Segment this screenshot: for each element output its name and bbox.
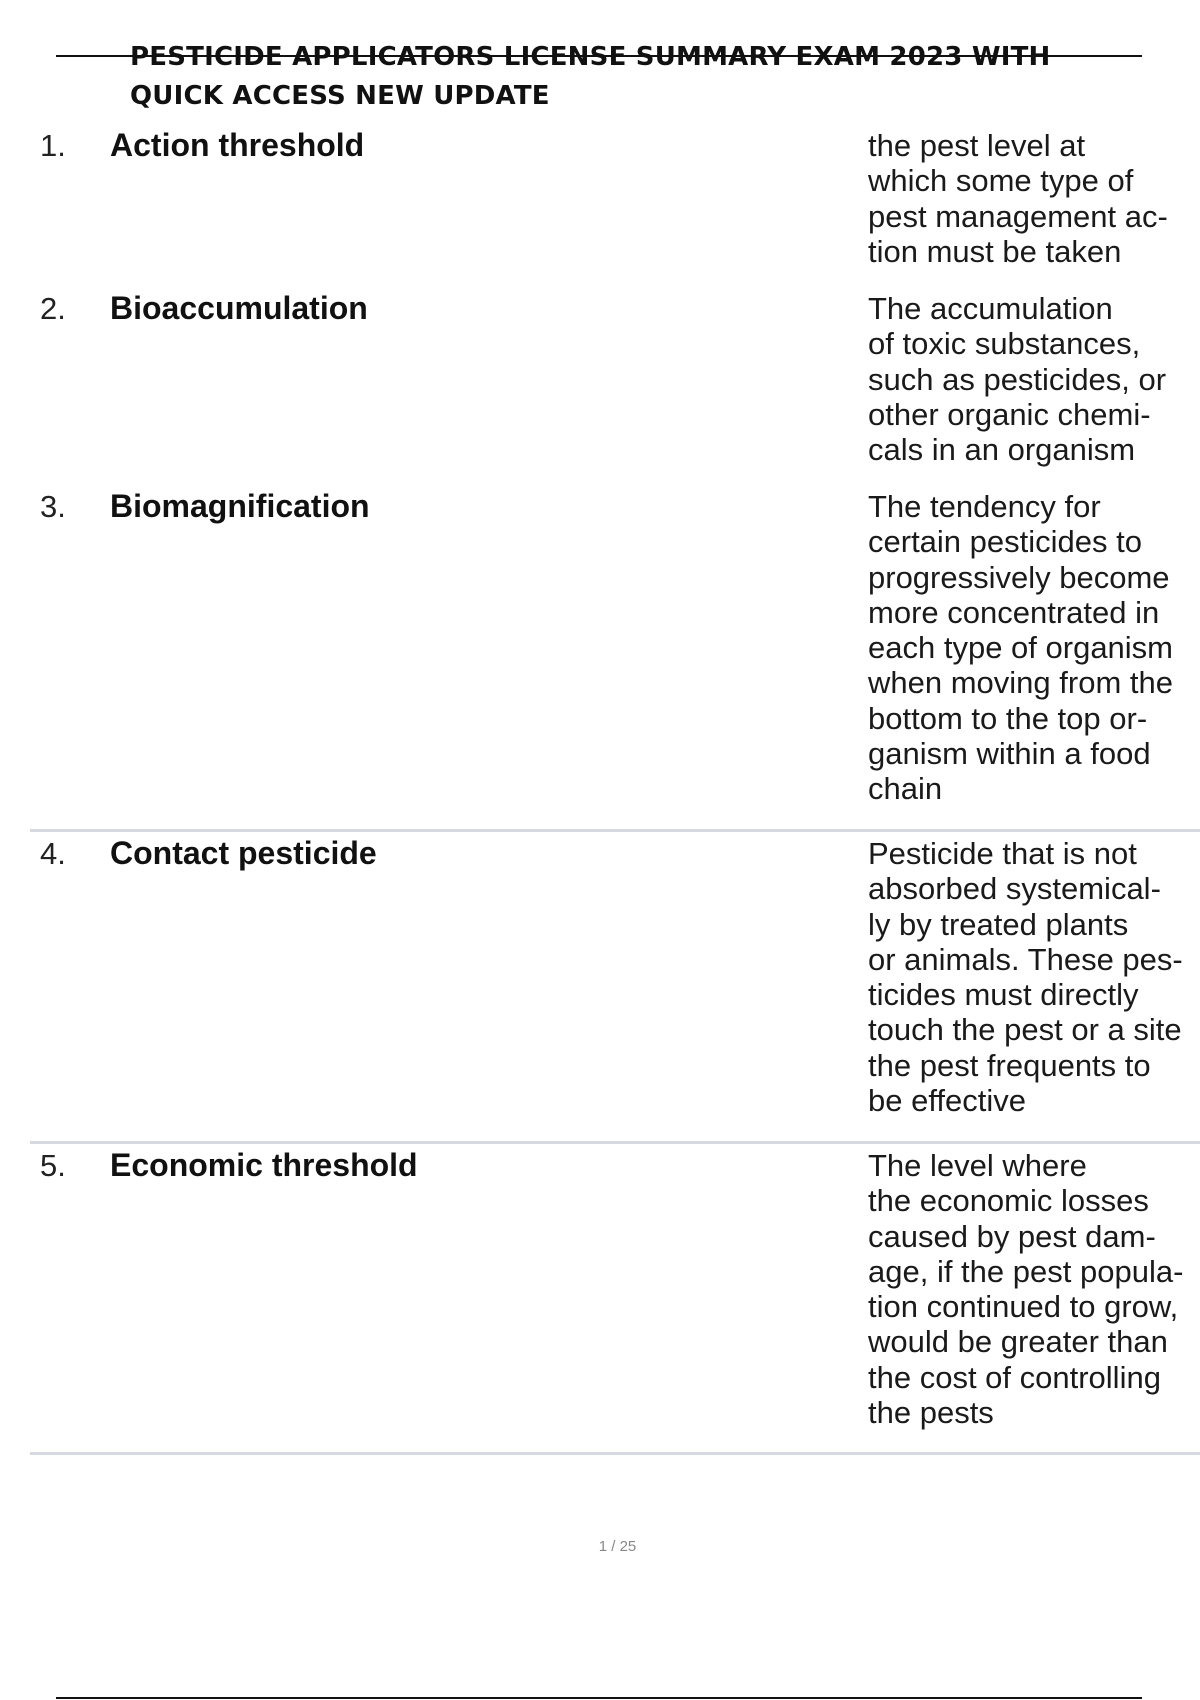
entry-term: Biomagnification: [110, 488, 370, 524]
row-separator: [30, 1452, 1200, 1455]
entry-term: Bioaccumulation: [110, 290, 368, 326]
row-separator: [30, 829, 1200, 832]
entry-number: 5.: [40, 1148, 66, 1183]
entry-number: 4.: [40, 836, 66, 871]
document-title: [130, 38, 1130, 116]
entry-definition: The accumulation of toxic substances, such as pesticides, or other organic chemi- cals in an organism: [868, 291, 1167, 468]
entry-definition: The level where the economic losses caused by pest dam- age, if the pest popula- tion continued to grow, would be greater than the cost of controlling the pests: [868, 1148, 1184, 1431]
entry-definition: The tendency for certain pesticides to progressively become more concentrated in each type of organism when moving from the bottom to the top or- ganism within a food chain: [868, 489, 1174, 807]
entry-term: Economic threshold: [110, 1147, 418, 1183]
entry-term: Contact pesticide: [110, 835, 377, 871]
page-indicator: 1 / 25: [598, 1538, 637, 1555]
document-title-line-1: PESTICIDE APPLICATORS LICENSE SUMMARY EXAM 2023 WITH: [130, 42, 1051, 72]
entry-definition: Pesticide that is not absorbed systemical- ly by treated plants or animals. These pes- ticides must directly touch the pest or a site the pest frequents to be effective: [868, 836, 1183, 1119]
entry-number: 3.: [40, 489, 66, 524]
entry-number: 2.: [40, 291, 66, 326]
bottom-rule: [56, 1697, 1142, 1699]
document-title-line-2: QUICK ACCESS NEW UPDATE: [130, 81, 550, 111]
entry-number: 1.: [40, 128, 66, 163]
entry-definition: the pest level at which some type of pest management ac- tion must be taken: [868, 128, 1168, 269]
row-separator: [30, 1141, 1200, 1144]
entry-term: Action threshold: [110, 127, 365, 163]
